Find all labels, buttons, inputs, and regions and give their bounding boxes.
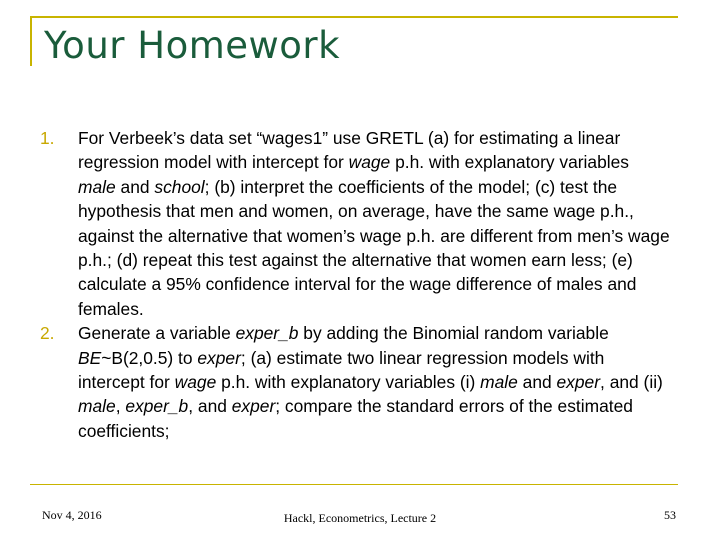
- variable-exper: exper: [231, 396, 276, 417]
- text-run: , and: [188, 396, 232, 417]
- footer-page-number: 53: [664, 508, 676, 522]
- variable-wage: wage: [174, 372, 217, 393]
- text-run: by adding the Binomial random variable: [298, 323, 609, 344]
- variable-wage: wage: [348, 152, 391, 173]
- variable-male: male: [78, 176, 116, 197]
- variable-school: school: [154, 176, 205, 197]
- frame-left-rule: [30, 16, 32, 66]
- list-text: [78, 126, 670, 321]
- frame-top-rule: [30, 16, 678, 18]
- footer-course: Hackl, Econometrics, Lecture 2: [283, 511, 437, 525]
- slide-body: [40, 126, 670, 443]
- text-run: ~B(2,0.5) to: [101, 347, 198, 368]
- text-run: and: [115, 176, 155, 197]
- list-text: [78, 321, 670, 443]
- variable-exper-b: exper_b: [125, 396, 189, 417]
- footer-rule: [30, 484, 678, 485]
- text-run: ; (a) estimate two linear regression models with intercept for: [78, 347, 605, 393]
- variable-be: BE: [78, 347, 102, 368]
- text-run: and: [517, 372, 557, 393]
- text-run: For Verbeek’s data set “wages1” use GRETL (a) for estimating a linear regression model with intercept for: [78, 128, 621, 173]
- list-number: 2.: [40, 323, 55, 344]
- list-item-1: [40, 126, 670, 321]
- text-run: ; (b) interpret the coefficients of the model; (c) test the hypothesis that men and women, on average, have the same wage p.h., against the alternative that women’s wage p.h. are different from men’s wage p.h.; (d) repeat this test against the alternative that women earn less; (e) calculate a 95% confidence interval for the wage difference of males and females.: [78, 176, 670, 319]
- variable-exper: exper: [556, 372, 601, 393]
- text-run: p.h. with explanatory variables (i): [216, 372, 481, 393]
- text-run: Generate a variable: [78, 323, 236, 344]
- text-run: ,: [115, 396, 126, 417]
- text-run: , and (ii): [600, 372, 663, 393]
- footer-date: Nov 4, 2016: [42, 508, 102, 522]
- list-number: 1.: [40, 128, 55, 148]
- list-item-2: [40, 321, 670, 443]
- variable-male: male: [480, 372, 518, 393]
- variable-male: male: [78, 396, 116, 417]
- slide-title: Your Homework: [44, 24, 341, 67]
- text-run: p.h. with explanatory variables: [390, 152, 629, 173]
- variable-exper: exper: [197, 347, 241, 368]
- text-run: ; compare the standard errors of the estimated coefficients;: [78, 396, 633, 441]
- variable-exper-b: exper_b: [235, 323, 299, 344]
